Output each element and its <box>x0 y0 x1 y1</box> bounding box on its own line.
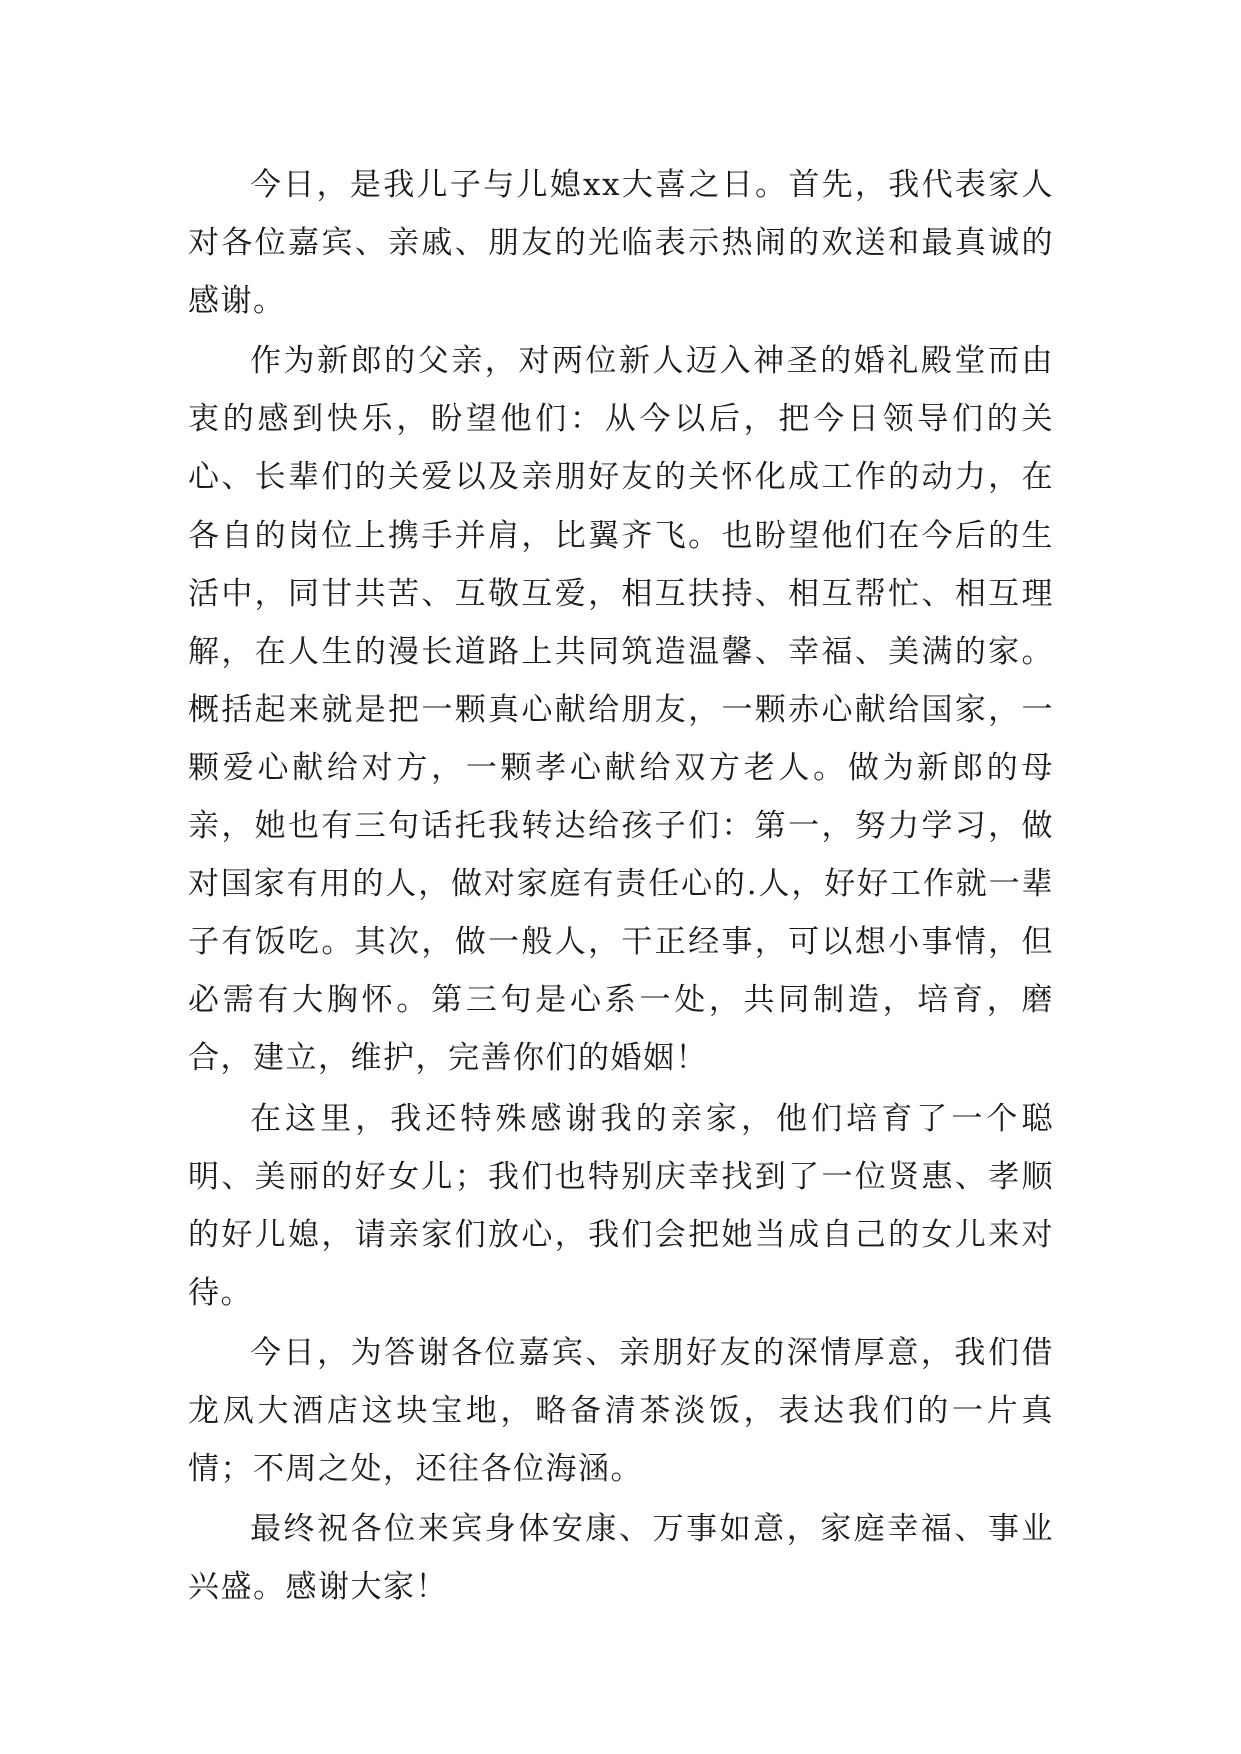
paragraph-father-wishes: 作为新郎的父亲，对两位新人迈入神圣的婚礼殿堂而由衷的感到快乐，盼望他们：从今以后，把今日领导们的关心、长辈们的关爱以及亲朋好友的关怀化成工作的动力，在各自的岗位上携手并肩，比翼齐飞。也盼望他们在今后的生活中，同甘共苦、互敬互爱，相互扶持、相互帮忙、相互理解，在人生的漫长道路上共同筑造温馨、幸福、美满的家。概括起来就是把一颗真心献给朋友，一颗赤心献给国家，一颗爱心献给对方，一颗孝心献给双方老人。做为新郎的母亲，她也有三句话托我转达给孩子们：第一，努力学习，做对国家有用的人，做对家庭有责任心的.人，好好工作就一辈子有饭吃。其次，做一般人，干正经事，可以想小事情，但必需有大胸怀。第三句是心系一处，共同制造，培育，磨合，建立，维护，完善你们的婚姻！ <box>188 343 1054 1077</box>
document-body <box>188 156 1054 1618</box>
paragraph-closing: 最终祝各位来宾身体安康、万事如意，家庭幸福、事业兴盛。感谢大家！ <box>188 1511 1054 1606</box>
paragraph-banquet: 今日，为答谢各位嘉宾、亲朋好友的深情厚意，我们借龙凤大酒店这块宝地，略备清茶淡饭，表达我们的一片真情；不周之处，还往各位海涵。 <box>188 1334 1054 1488</box>
paragraph-opening: 今日，是我儿子与儿媳xx大喜之日。首先，我代表家人对各位嘉宾、亲戚、朋友的光临表示热闹的欢送和最真诚的感谢。 <box>188 167 1054 320</box>
paragraph-thanks-in-laws: 在这里，我还特殊感谢我的亲家，他们培育了一个聪明、美丽的好女儿；我们也特别庆幸找到了一位贤惠、孝顺的好儿媳，请亲家们放心，我们会把她当成自己的女儿来对待。 <box>188 1100 1054 1311</box>
